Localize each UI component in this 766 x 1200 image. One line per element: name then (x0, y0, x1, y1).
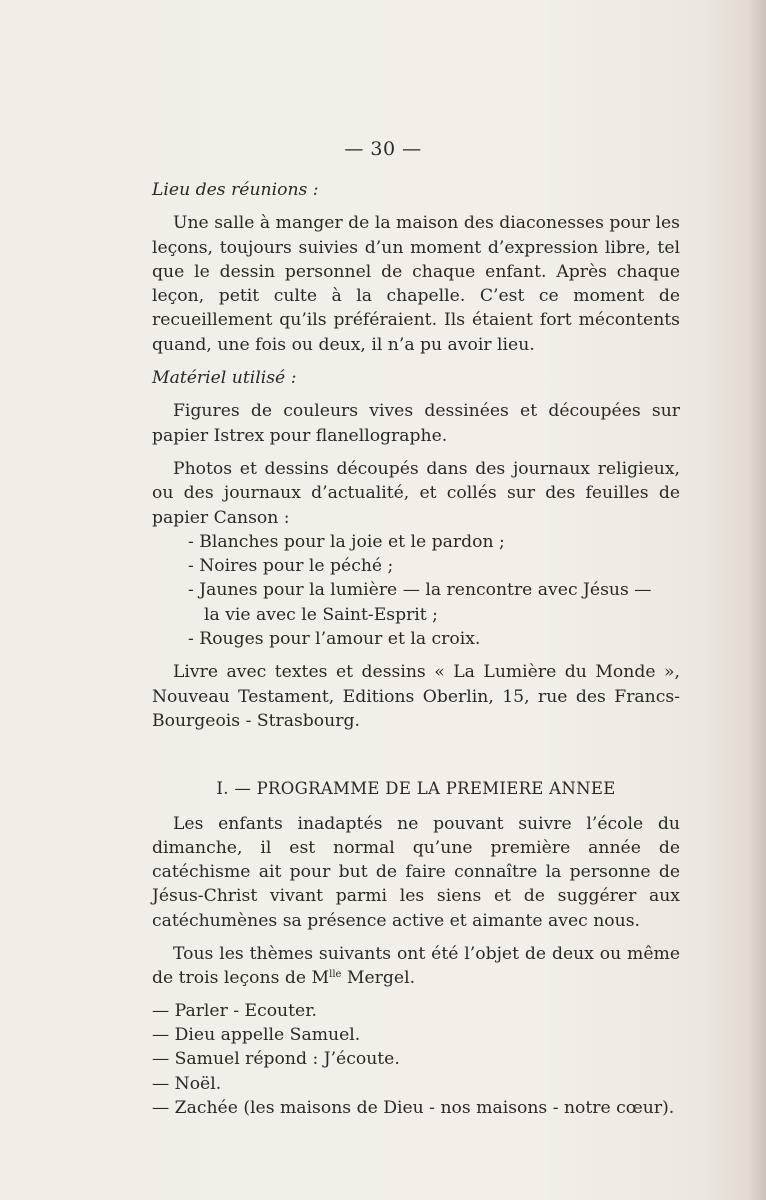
list-item-continuation: la vie avec le Saint-Esprit ; (204, 604, 438, 625)
paragraph-materiel-1: Figures de couleurs vives dessinées et découpées sur papier Istrex pour flanellographe. (152, 401, 680, 446)
section-title-programme: I. — PROGRAMME DE LA PREMIERE ANNEE (216, 779, 616, 799)
heading-lieu: Lieu des réunions : (152, 180, 319, 200)
paragraph-programme-2 (152, 942, 680, 991)
color-list (152, 530, 680, 651)
paragraph-programme-2-text: Tous les thèmes suivants ont été l’objet de deux ou même de trois leçons de M (152, 944, 680, 989)
themes-list (152, 999, 680, 1120)
page-number: — 30 — (344, 138, 422, 160)
page-edge-shadow (748, 0, 766, 1200)
list-item: - Jaunes pour la lumière — la rencontre avec Jésus — (188, 580, 652, 601)
theme-item: — Zachée (les maisons de Dieu - nos maisons - notre cœur). (152, 1097, 675, 1118)
paragraph-materiel-2: Photos et dessins découpés dans des journaux religieux, ou des journaux d’actualité, et collés sur des feuilles de papier Canson : (152, 458, 680, 528)
theme-item: — Dieu appelle Samuel. (152, 1024, 361, 1045)
list-item: - Rouges pour l’amour et la croix. (188, 629, 481, 650)
paragraph-programme-2-end: Mergel. (341, 968, 416, 989)
theme-item: — Parler - Ecouter. (152, 1000, 317, 1021)
page-body (152, 178, 680, 1120)
list-item: - Noires pour le péché ; (188, 556, 394, 577)
theme-item: — Samuel répond : J’écoute. (152, 1049, 400, 1070)
paragraph-lieu: Une salle à manger de la maison des diaconesses pour les leçons, toujours suivies d’un moment d’expression libre, tel que le dessin personnel de chaque enfant. Après chaque leçon, petit culte à la chapelle. C’est ce moment de recueillement qu’ils préféraient. Ils étaient fort mécontents quand, une fois ou deux, il n’a pu avoir lieu. (152, 213, 680, 355)
list-item: - Blanches pour la joie et le pardon ; (188, 531, 505, 552)
heading-materiel: Matériel utilisé : (152, 368, 297, 389)
paragraph-programme-1: Les enfants inadaptés ne pouvant suivre l’école du dimanche, il est normal qu’une première année de catéchisme ait pour but de faire connaître la personne de Jésus-Christ vivant parmi les siens et de suggérer aux catéchumènes sa présence active et aimante avec nous. (152, 813, 680, 931)
superscript-lle: lle (329, 969, 342, 981)
paragraph-materiel-3: Livre avec textes et dessins « La Lumière du Monde », Nouveau Testament, Editions Oberlin, 15, rue des Francs-Bourgeois - Strasbourg. (152, 662, 680, 731)
theme-item: — Noël. (152, 1073, 222, 1094)
